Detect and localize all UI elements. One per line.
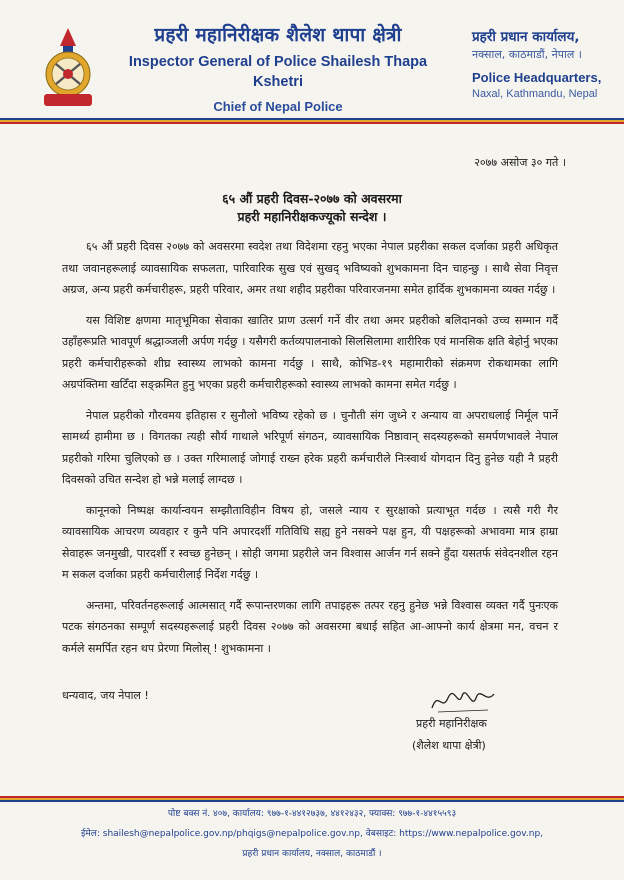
closing-line: धन्यवाद, जय नेपाल !: [62, 689, 149, 702]
letter-title-line2: प्रहरी महानिरीक्षकज्यूको सन्देश ।: [237, 209, 387, 224]
office-address-nepali: नक्साल, काठमाडौं, नेपाल ।: [472, 48, 582, 61]
signatory-title: प्रहरी महानिरीक्षक: [416, 717, 487, 730]
letter-body: [62, 236, 558, 668]
office-name-nepali: प्रहरी प्रधान कार्यालय,: [472, 29, 580, 45]
header-divider: [0, 118, 624, 124]
header-left: [108, 22, 448, 116]
footer-divider: [0, 796, 624, 802]
paragraph-4: कानूनको निष्पक्ष कार्यान्वयन सम्झौताविहीन विषय हो, जसले न्याय र सुरक्षाको प्रत्याभूत गर्दछ । त्यसै गरी गैर व्यावसायिक आचरण व्यवहार र कुनै पनि अपारदर्शी गतिविधि सह्य हुने नसक्ने पक्ष हुन, यी पक्षहरूको अभावमा मात्र हाम्रा सेवाहरू जनमुखी, पारदर्शी र स्वच्छ हुनेछन् । सोही जगमा प्रहरीले जन विश्वास आर्जन गर्न सक्ने हुँदा यसतर्फ संवेदनशील रहन म सकल दर्जाका प्रहरी कर्मचारीलाई निर्देश गर्दछु ।: [62, 503, 558, 581]
office-name-english: Police Headquarters,: [472, 70, 602, 85]
paragraph-5: अन्तमा, परिवर्तनहरूलाई आत्मसात् गर्दै रूपान्तरणका लागि तपाइहरू तत्पर रहनु हुनेछ भन्ने विश्वास व्यक्त गर्दै पुनःएक पटक संगठनका सम्पूर्ण सदस्यहरूलाई प्रहरी दिवस २०७७ को अवसरमा बधाई सहित आ-आफ्नो कार्य क्षेत्रमा मन, वचन र कर्मले समर्पित रहन थप प्रेरणा मिलोस् ! शुभकामना ।: [62, 598, 558, 655]
header-title-nepali: प्रहरी महानिरीक्षक शैलेश थापा क्षेत्री: [154, 24, 402, 46]
footer-web-line: ईमेल: shailesh@nepalpolice.gov.np/phqigs@nepalpolice.gov.np, वेबसाइट: https://www.nepalpolice.gov.np,: [80, 829, 544, 839]
office-address-english: Naxal, Kathmandu, Nepal: [472, 88, 598, 100]
header-subtitle: Chief of Nepal Police: [213, 99, 343, 114]
letter-date: २०७७ असोज ३० गते ।: [474, 156, 566, 169]
header-right: [472, 28, 622, 102]
paragraph-3: नेपाल प्रहरीको गौरवमय इतिहास र सुनौलो भविष्य रहेको छ । चुनौती संग जुध्ने र अन्याय वा अपराधलाई निर्मूल पार्ने सामर्थ्य हामीमा छ । विगतका त्यही सौर्य गाथाले भरिपूर्ण संगठन, व्यावसायिक निष्ठावान् सदस्यहरूको समर्पणभावले नेपाल प्रहरीको गरिमा चुलिएको छ । उक्त गरिमालाई जोगाई राख्न हरेक प्रहरी कर्मचारीले निःस्वार्थ योगदान दिनु हुनेछ यही नै प्रहरी दिवसको उचित सन्देश हो भन्ने मलाई लाग्दछ ।: [62, 408, 558, 486]
signatory-name: (शैलेश थापा क्षेत्री): [412, 739, 486, 752]
paragraph-2: यस विशिष्ट क्षणमा मातृभूमिका सेवाका खातिर प्राण उत्सर्ग गर्ने वीर तथा अमर प्रहरीको बलिदानको उच्च सम्मान गर्दै उहाँहरूप्रति भावपूर्ण श्रद्धाञ्जली अर्पण गर्दछु । यसैगरी कर्तव्यपालनाको सिलसिलामा शारीरिक एवं मानसिक क्षति बेहोर्नु भएका प्रहरी कर्मचारीहरूको शीघ्र स्वास्थ्य लाभको कामना गर्दछु । साथै, कोभिड-१९ महामारीको संक्रमण रोकथामका लागि अग्रपंक्तिमा खटिँदा सङ्क्रमित हुनु भएका प्रहरी कर्मचारीहरूको स्वास्थ्य लाभको कामना समेत गर्दछु ।: [62, 313, 558, 391]
footer-contact-line: पोष्ट बक्स नं. ४०७, कार्यालय: ९७७-१-४४१२७३७, ४४१२४३२, फ्याक्स: ९७७-१-४४१५५९३: [167, 809, 457, 819]
paragraph-1: ६५ औं प्रहरी दिवस २०७७ को अवसरमा स्वदेश तथा विदेशमा रहनु भएका नेपाल प्रहरीका सकल दर्जाका प्रहरी अधिकृत तथा जवानहरूलाई व्यावसायिक सफलता, पारिवारिक सुख एवं सुखद् भविष्यको शुभकामना दिन चाहन्छु । साथै सेवा निवृत्त अग्रज, अन्य प्रहरी कर्मचारीहरू, प्रहरी परिवार, अमर तथा शहीद प्रहरीका परिवारजनमा समेत हार्दिक शुभकामना व्यक्त गर्दछु ।: [62, 240, 558, 296]
letter-title-line1: ६५ औं प्रहरी दिवस-२०७७ को अवसरमा: [222, 191, 402, 206]
footer-address-line: प्रहरी प्रधान कार्यालय, नक्साल, काठमाडौं ।: [242, 849, 382, 859]
header-title-english: Inspector General of Police Shailesh Thapa Kshetri: [128, 54, 428, 90]
nepal-police-emblem-icon: [38, 26, 98, 112]
signature-icon: [428, 686, 498, 716]
